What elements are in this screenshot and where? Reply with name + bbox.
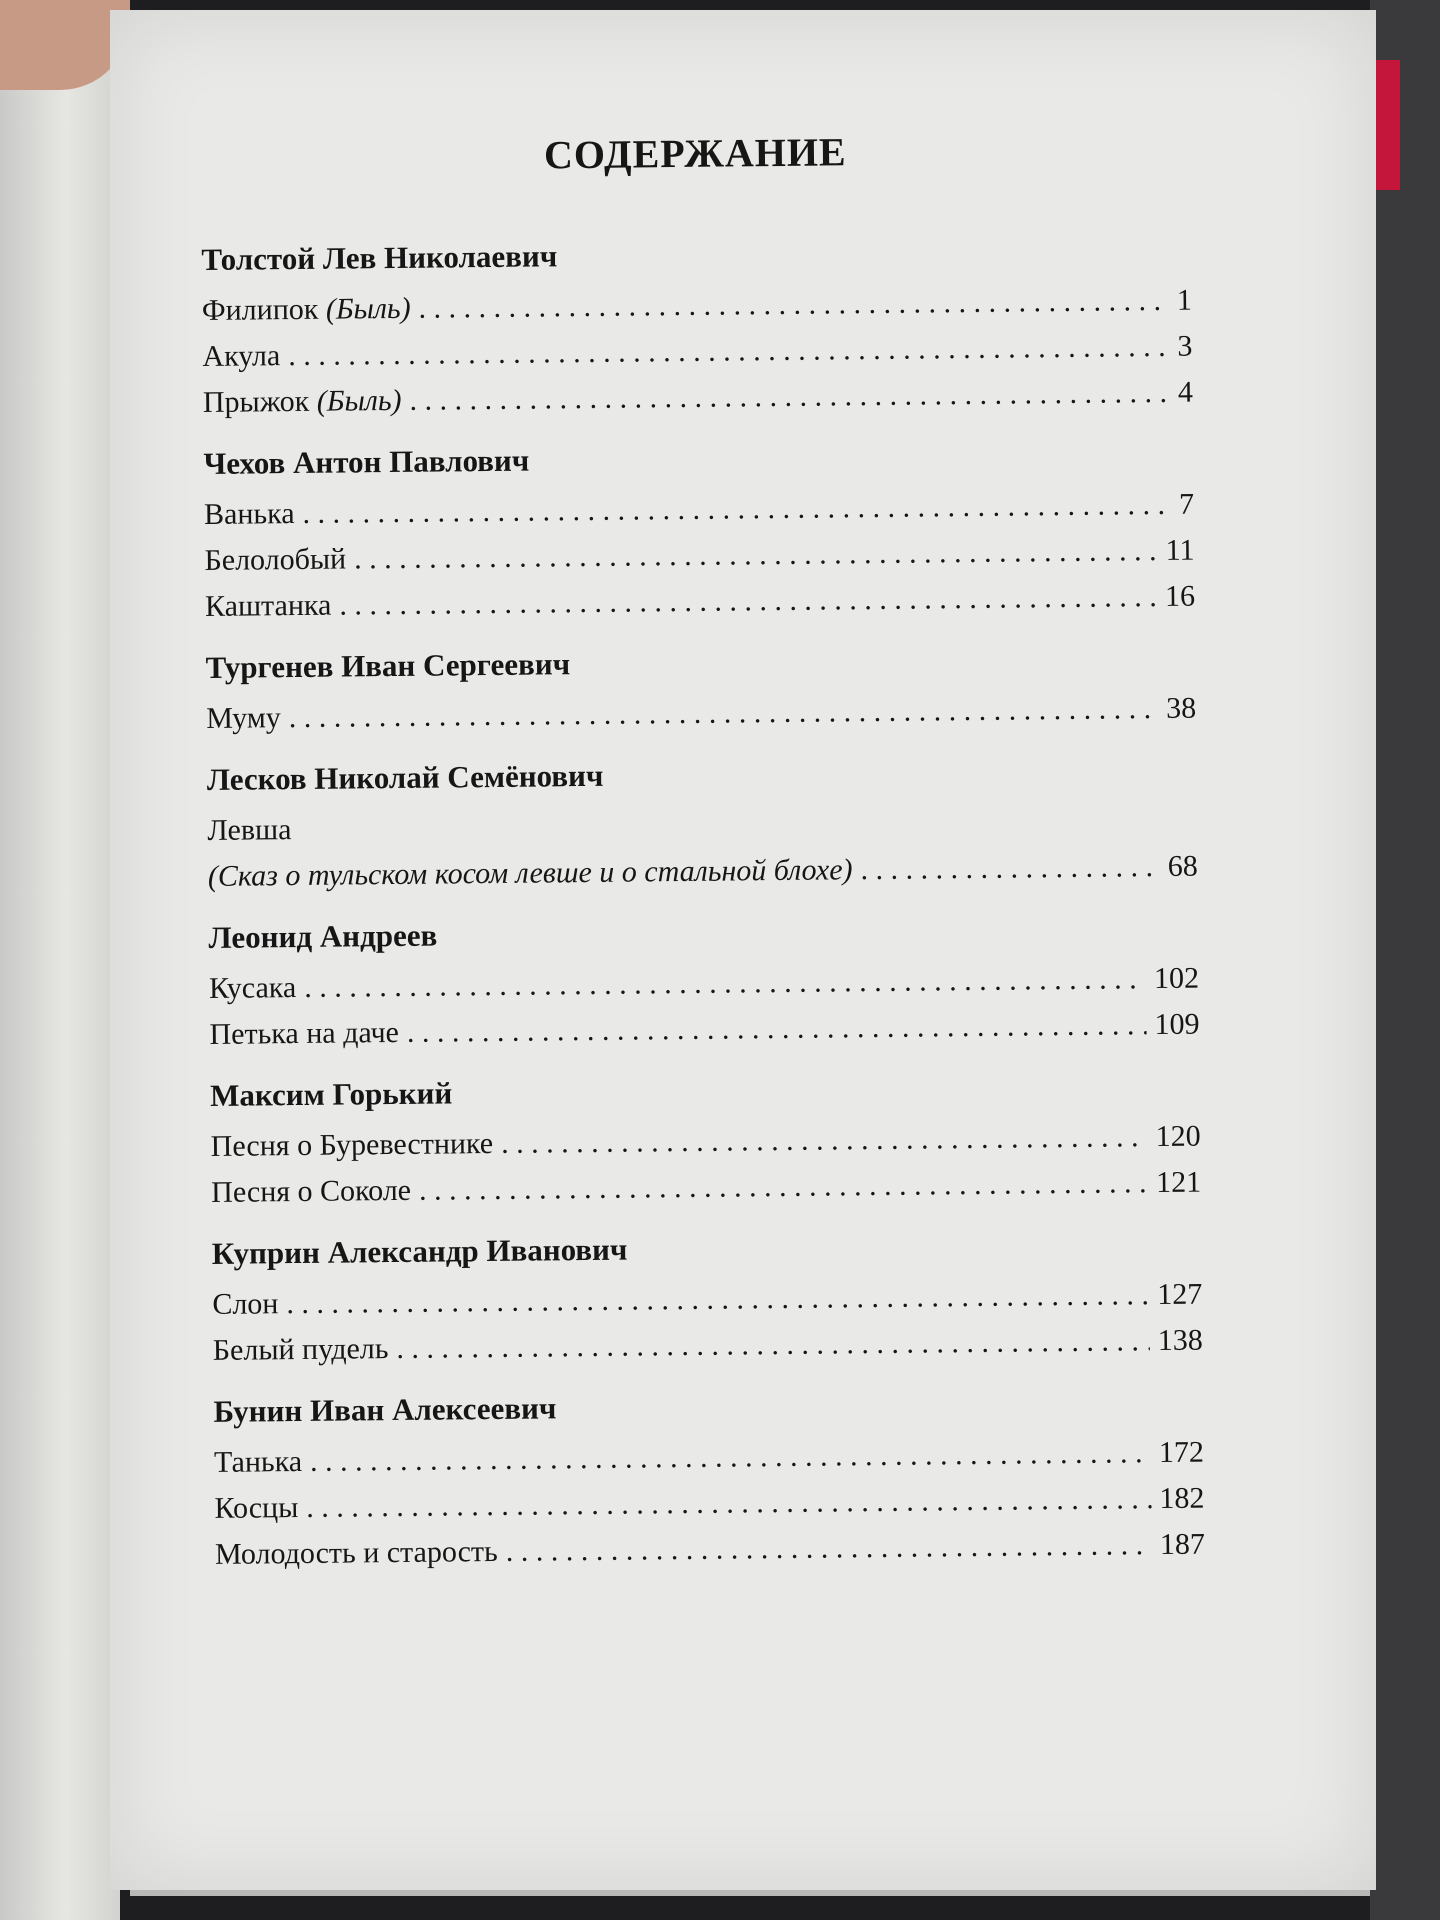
author-heading: Лесков Николай Семёнович: [206, 757, 604, 797]
story-title: Молодость и старость: [214, 1534, 498, 1571]
author-heading: Максим Горький: [209, 1075, 453, 1113]
toc-entry: [208, 844, 1198, 900]
entry-title: [205, 583, 332, 630]
toc-section: [213, 1384, 1205, 1578]
toc-section: [207, 752, 1198, 900]
author-heading: Толстой Лев Николаевич: [201, 238, 558, 277]
dot-leader: [419, 1160, 1149, 1214]
story-title: Белый пудель: [212, 1332, 389, 1367]
story-title: Белолобый: [204, 542, 347, 577]
page-title: СОДЕРЖАНИЕ: [543, 129, 847, 178]
table-of-contents: [200, 115, 1205, 1598]
page-number: 4: [1177, 375, 1194, 409]
facing-page: [0, 0, 120, 1920]
entry-title: [203, 378, 402, 426]
toc-section: [208, 910, 1199, 1058]
dot-leader: [289, 686, 1159, 741]
toc-section: [212, 1226, 1203, 1374]
story-title: Муму: [206, 701, 281, 735]
entry-title: [209, 965, 297, 1012]
entry-title: [202, 286, 411, 334]
story-title: Филипок: [201, 292, 319, 327]
author-heading: Чехов Антон Павлович: [203, 442, 530, 481]
story-title: Кусака: [208, 971, 297, 1005]
dot-leader: [505, 1522, 1152, 1575]
story-title: Песня о Соколе: [211, 1173, 412, 1209]
dot-leader: [409, 370, 1170, 424]
toc-entry: [203, 370, 1193, 426]
entry-title: [215, 1529, 498, 1578]
story-title: Песня о Буревестнике: [210, 1126, 494, 1163]
toc-entry: [206, 686, 1196, 742]
toc-section: [203, 436, 1195, 630]
toc-entry: [205, 574, 1195, 630]
toc-section: [205, 640, 1196, 742]
dot-leader: [407, 1002, 1147, 1056]
author-heading: Куприн Александр Иванович: [211, 1231, 628, 1271]
dot-leader: [860, 844, 1160, 893]
entry-title: [212, 1281, 279, 1328]
author-heading: Бунин Иван Алексеевич: [213, 1390, 557, 1429]
entry-title: [209, 1010, 399, 1058]
dot-leader: [354, 528, 1158, 582]
book-cover-edge: [1370, 0, 1440, 1920]
page-number: 121: [1155, 1165, 1202, 1200]
page-number: 1: [1176, 283, 1193, 317]
story-title: Танька: [213, 1445, 303, 1479]
toc-entry: [215, 1522, 1205, 1578]
page-number: 182: [1159, 1481, 1205, 1516]
toc-list: [201, 232, 1205, 1578]
page-number: 172: [1158, 1435, 1205, 1470]
page-number: 68: [1167, 849, 1198, 883]
story-title: Петька на даче: [209, 1015, 400, 1051]
toc-section: [201, 232, 1193, 426]
entry-title: [211, 1168, 411, 1216]
story-title: Косцы: [214, 1491, 299, 1525]
entry-title: [214, 1439, 303, 1486]
entry-title: [213, 1326, 389, 1374]
story-subtitle: (Сказ о тульском косом левше и о стальной блохе): [207, 853, 853, 893]
entry-title: [210, 1121, 493, 1170]
author-heading: Тургенев Иван Сергеевич: [205, 646, 571, 685]
entry-title: [202, 333, 280, 380]
story-title: Акула: [202, 339, 281, 373]
toc-entry: [213, 1318, 1203, 1374]
entry-title: [204, 491, 295, 538]
page-number: 11: [1165, 533, 1195, 567]
story-subtitle: (Быль): [325, 291, 411, 326]
entry-title: [206, 695, 281, 742]
page-number: 187: [1159, 1527, 1206, 1562]
story-title: Слон: [212, 1287, 279, 1321]
dot-leader: [501, 1114, 1148, 1167]
dot-leader: [396, 1318, 1150, 1372]
page-number: 109: [1154, 1007, 1200, 1042]
cover-red-strip: [1372, 60, 1400, 190]
dot-leader: [418, 278, 1169, 332]
story-title: Прыжок: [202, 384, 310, 419]
author-heading: Леонид Андреев: [208, 917, 438, 955]
page-number: 7: [1178, 487, 1195, 521]
story-title: Каштанка: [204, 588, 332, 623]
toc-entry: [209, 1002, 1199, 1058]
entry-title: [204, 536, 346, 583]
story-title: Левша: [207, 813, 292, 847]
page-number: 3: [1177, 329, 1193, 363]
dot-leader: [339, 574, 1157, 629]
story-title: Ванька: [203, 497, 295, 531]
toc-section: [210, 1068, 1201, 1216]
entry-title: [214, 1485, 298, 1532]
page-number: 102: [1153, 961, 1200, 996]
entry-title: [208, 847, 853, 900]
toc-entry: [211, 1160, 1201, 1216]
page-number: 127: [1157, 1277, 1203, 1312]
page-number: 138: [1157, 1323, 1203, 1358]
page-number: 16: [1164, 579, 1196, 613]
page-number: 38: [1165, 691, 1197, 725]
story-subtitle: (Быль): [316, 383, 402, 418]
page-number: 120: [1155, 1119, 1201, 1154]
